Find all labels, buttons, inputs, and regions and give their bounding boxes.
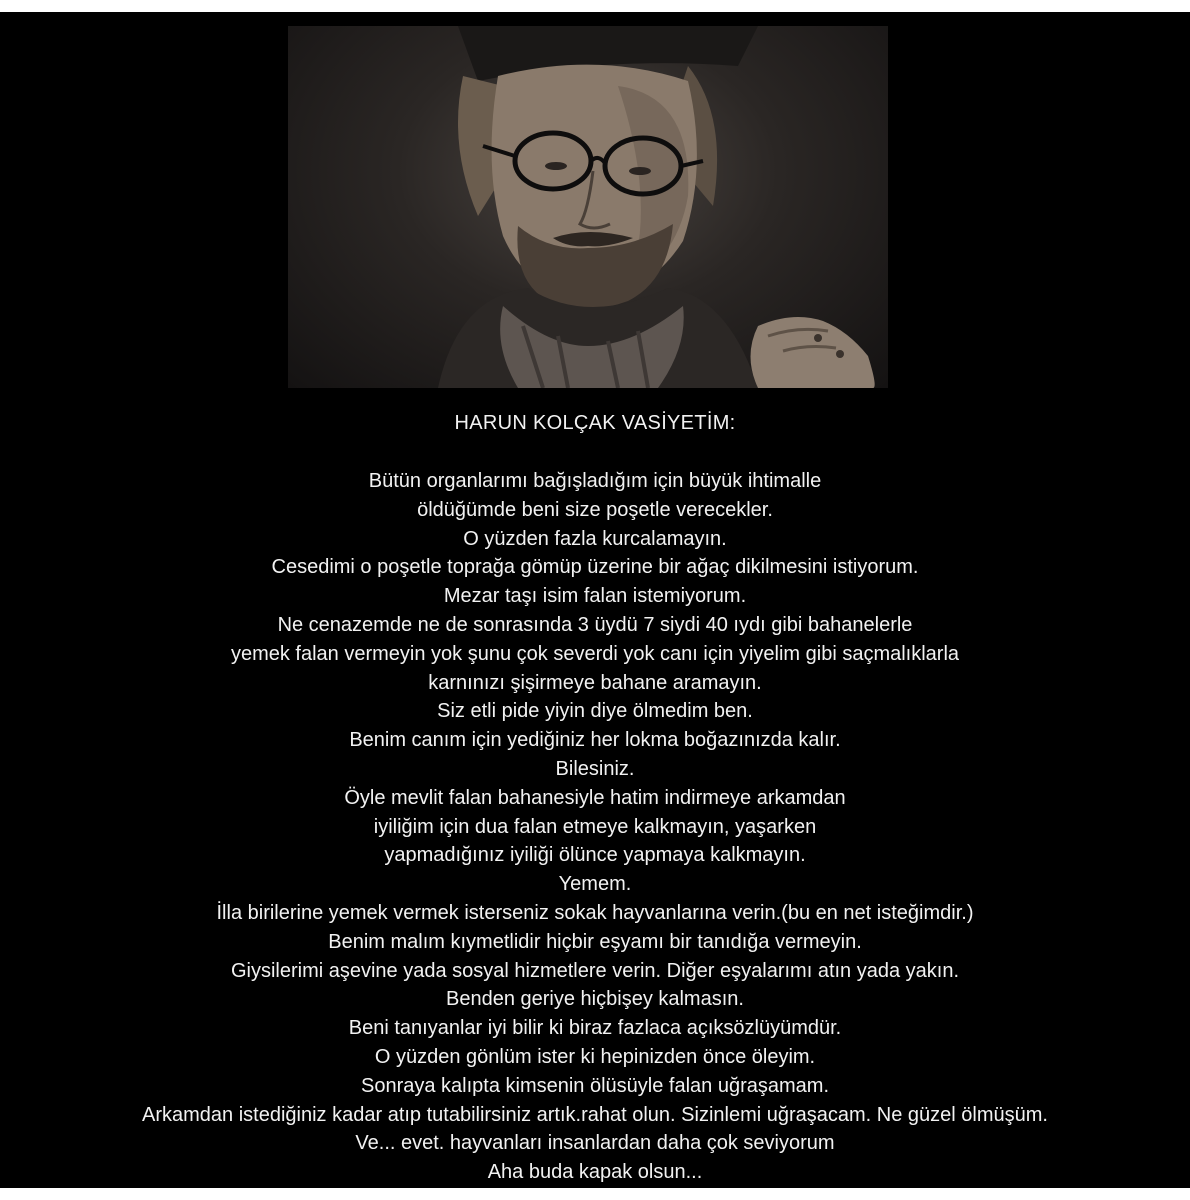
text-line: Mezar taşı isim falan istemiyorum. xyxy=(443,585,747,608)
testament-text xyxy=(0,467,1190,1187)
text-line: yapmadığınız iyiliği ölünce yapmaya kalkmayın. xyxy=(384,844,806,867)
text-line: yemek falan vermeyin yok şunu çok severdi yok canı için yiyelim gibi saçmalıklarla xyxy=(230,642,960,665)
text-line: O yüzden gönlüm ister ki hepinizden önce öleyim. xyxy=(374,1045,816,1068)
portrait-photo xyxy=(288,26,888,388)
text-line: Siz etli pide yiyin diye ölmedim ben. xyxy=(437,700,753,723)
portrait-illustration xyxy=(288,26,888,388)
text-line: Arkamdan istediğiniz kadar atıp tutabilirsiniz artık.rahat olun. Sizinlemi uğraşacam. Ne güzel ölmüşüm. xyxy=(142,1103,1048,1126)
text-line: iyiliğim için dua falan etmeye kalkmayın, yaşarken xyxy=(373,815,817,838)
text-line: Benden geriye hiçbişey kalmasın. xyxy=(446,988,744,1011)
text-line: Bütün organlarımı bağışladığım için büyük ihtimalle xyxy=(368,470,822,492)
text-line: karnınızı şişirmeye bahane aramayın. xyxy=(428,671,762,694)
text-line: Ne cenazemde ne de sonrasında 3 üydü 7 siydi 40 ıydı gibi bahanelerle xyxy=(277,613,913,636)
text-line: O yüzden fazla kurcalamayın. xyxy=(463,527,727,550)
text-line: Bilesiniz. xyxy=(555,757,635,780)
text-line: Cesedimi o poşetle toprağa gömüp üzerine bir ağaç dikilmesini istiyorum. xyxy=(271,556,919,579)
text-line: İlla birilerine yemek vermek isterseniz sokak hayvanlarına verin.(bu en net isteğimdir.) xyxy=(216,901,974,924)
text-line: öldüğümde beni size poşetle verecekler. xyxy=(417,498,773,521)
text-line: Ve... evet. hayvanları insanlardan daha çok seviyorum xyxy=(355,1132,835,1155)
text-line: Benim canım için yediğiniz her lokma boğazınızda kalır. xyxy=(349,729,841,752)
text-line: Aha buda kapak olsun... xyxy=(487,1161,703,1184)
page-title: HARUN KOLÇAK VASİYETİM: xyxy=(454,412,736,434)
text-line: Benim malım kıymetlidir hiçbir eşyamı bir tanıdığa vermeyin. xyxy=(328,930,862,953)
text-line: Sonraya kalıpta kimsenin ölüsüyle falan uğraşamam. xyxy=(360,1074,830,1097)
text-line: Yemem. xyxy=(558,873,632,896)
poster xyxy=(0,12,1190,1188)
text-line: Öyle mevlit falan bahanesiyle hatim indirmeye arkamdan xyxy=(344,786,846,809)
text-line: Giysilerimi aşevine yada sosyal hizmetlere verin. Diğer eşyalarımı atın yada yakın. xyxy=(230,959,960,982)
text-line: Beni tanıyanlar iyi bilir ki biraz fazlaca açıksözlüyümdür. xyxy=(348,1017,842,1040)
